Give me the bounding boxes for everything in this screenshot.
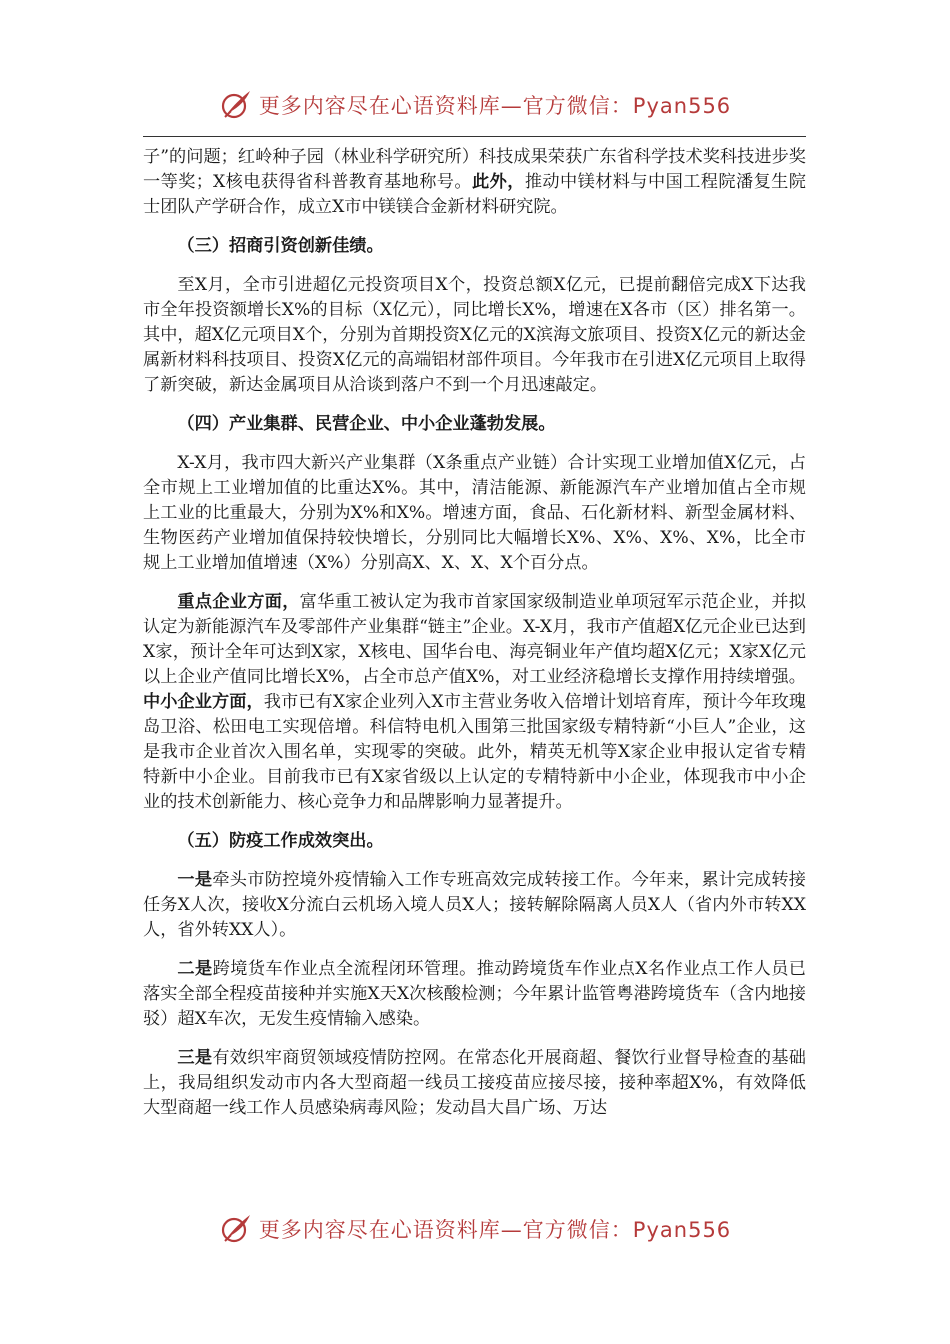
paragraph-industry-clusters: X-X月，我市四大新兴产业集群（X条重点产业链）合计实现工业增加值X亿元，占全市规上工业增加值的比重达X%。其中，清洁能源、新能源汽车产业增加值占全市规上工业的比重最大，分别为X%和X%。增速方面，食品、石化新材料、新型金属材料、生物医药产业增加值保持较快增长，分别同比大幅增长X%、X%、X%、X%，比全市规上工业增加值增速（X%）分别高X、X、X、X个百分点。 [143, 453, 806, 573]
section-heading-5: （五）防疫工作成效突出。 [177, 831, 384, 851]
document-body [143, 145, 806, 1121]
paragraph-epidemic-2: 二是跨境货车作业点全流程闭环管理。推动跨境货车作业点X名作业点工作人员已落实全部全程疫苗接种并实施X天X次核酸检测；今年累计监管粤港跨境货车（含内地接驳）超X车次，无发生疫情输入感染。 [143, 959, 806, 1029]
footer-banner-text: 更多内容尽在心语资料库—官方微信：Pyan556 [258, 1218, 732, 1242]
header-banner-text: 更多内容尽在心语资料库—官方微信：Pyan556 [258, 94, 732, 118]
footer-banner [0, 1209, 950, 1249]
paragraph-investment: 至X月，全市引进超亿元投资项目X个，投资总额X亿元，已提前翻倍完成X下达我市全年投资额增长X%的目标（X亿元），同比增长X%，增速在X各市（区）排名第一。其中，超X亿元项目X个，分别为首期投资X亿元的X滨海文旅项目、投资X亿元的新达金属新材料科技项目、投资X亿元的高端铝材部件项目。今年我市在引进X亿元项目上取得了新突破，新达金属项目从洽谈到落户不到一个月迅速敲定。 [143, 275, 806, 395]
section-heading-3: （三）招商引资创新佳绩。 [177, 236, 384, 256]
header-rule [143, 136, 806, 137]
paragraph-key-enterprises: 重点企业方面，富华重工被认定为我市首家国家级制造业单项冠军示范企业，并拟认定为新能源汽车及零部件产业集群“链主”企业。X-X月，我市产值超X亿元企业已达到X家，预计全年可达到X家，X核电、国华台电、海亮铜业年产值均超X亿元；X家X亿元以上企业产值同比增长X%，占全市总产值X%，对工业经济稳增长支撑作用持续增强。中小企业方面，我市已有X家企业列入X市主营业务收入倍增计划培育库，预计今年玫瑰岛卫浴、松田电工实现倍增。科信特电机入围第三批国家级专精特新“小巨人”企业，这是我市企业首次入围名单，实现零的突破。此外，精英无机等X家企业申报认定省专精特新中小企业。目前我市已有X家省级以上认定的专精特新中小企业，体现我市中小企业的技术创新能力、核心竞争力和品牌影响力显著提升。 [143, 592, 806, 812]
quill-logo-icon [219, 1212, 253, 1246]
paragraph-epidemic-3: 三是有效织牢商贸领域疫情防控网。在常态化开展商超、餐饮行业督导检查的基础上，我局组织发动市内各大型商超一线员工接疫苗应接尽接，接种率超X%，有效降低大型商超一线工作人员感染病毒风险；发动昌大昌广场、万达 [143, 1048, 806, 1118]
header-banner [0, 85, 950, 125]
paragraph-continued: 子”的问题；红岭种子园（林业科学研究所）科技成果荣获广东省科学技术奖科技进步奖一等奖；X核电获得省科普教育基地称号。此外，推动中镁材料与中国工程院潘复生院士团队产学研合作，成立X市中镁镁合金新材料研究院。 [143, 147, 806, 217]
paragraph-epidemic-1: 一是牵头市防控境外疫情输入工作专班高效完成转接工作。今年来，累计完成转接任务X人次，接收X分流白云机场入境人员X人；接转解除隔离人员X人（省内外市转XX人，省外转XX人）。 [143, 870, 806, 940]
section-heading-4: （四）产业集群、民营企业、中小企业蓬勃发展。 [177, 414, 556, 434]
quill-logo-icon [219, 88, 253, 122]
